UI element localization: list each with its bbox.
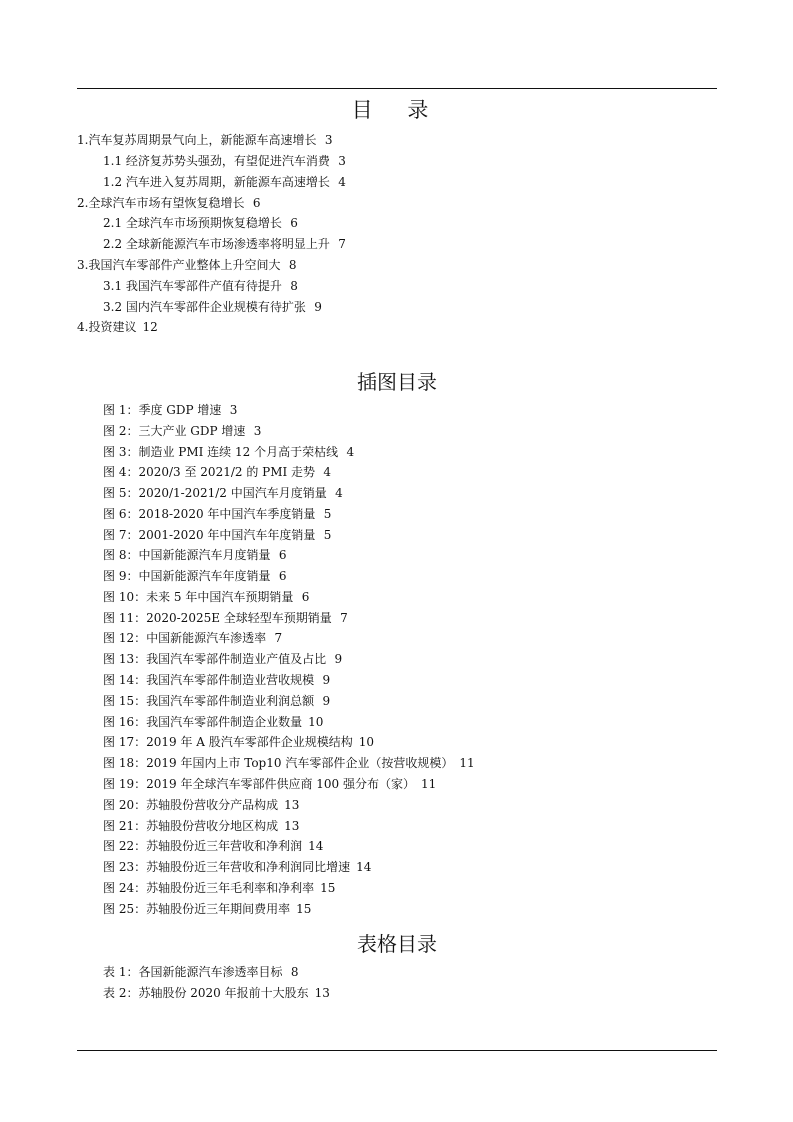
toc-entry-text: 1.2 汽车进入复苏周期，新能源车高速增长 (103, 175, 330, 189)
figure-entry-page: 14 (356, 860, 372, 874)
toc-entry-page: 3 (338, 154, 346, 168)
toc-entry-page: 8 (290, 279, 298, 293)
table-entry-text: 表 1：各国新能源汽车渗透率目标 (103, 965, 283, 979)
figure-entry-page: 15 (296, 902, 312, 916)
figure-entry-text: 图 22：苏轴股份近三年营收和净利润 (103, 839, 303, 853)
toc-entry-number: 2. (77, 196, 89, 210)
toc-entry-text: 2.2 全球新能源汽车市场渗透率将明显上升 (103, 237, 330, 251)
figure-entry-text: 图 24：苏轴股份近三年毛利率和净利率 (103, 881, 315, 895)
figure-entry-text: 图 21：苏轴股份营收分地区构成 (103, 819, 279, 833)
figure-entry-page: 10 (308, 715, 324, 729)
figure-entry-text: 图 2：三大产业 GDP 增速 (103, 424, 246, 438)
figure-entry-text: 图 16：我国汽车零部件制造企业数量 (103, 715, 303, 729)
figure-entry-text: 图 4：2020/3 至 2021/2 的 PMI 走势 (103, 465, 316, 479)
figure-entry-page: 9 (334, 652, 343, 666)
figure-entry-text: 图 20：苏轴股份营收分产品构成 (103, 798, 279, 812)
toc-entry-number: 3. (77, 258, 89, 272)
toc-entry-page: 9 (314, 300, 322, 314)
figure-entry-page: 4 (335, 486, 343, 500)
figure-entry-page: 14 (308, 839, 324, 853)
figure-entry-text: 图 17：2019 年 A 股汽车零部件企业规模结构 (103, 735, 353, 749)
figure-entry-page: 5 (323, 528, 332, 542)
figure-entry-text: 图 1：季度 GDP 增速 (103, 403, 222, 417)
figure-entry-page: 6 (278, 569, 287, 583)
toc-entry-page: 7 (338, 237, 346, 251)
table-entry-page: 13 (314, 986, 330, 1000)
toc-entry-text: 全球汽车市场有望恢复稳增长 (88, 196, 245, 210)
toc-entry-page: 6 (252, 196, 261, 210)
figure-entry-text: 图 12：中国新能源汽车渗透率 (103, 631, 267, 645)
toc-entry-page: 3 (324, 133, 333, 147)
figure-entry-text: 图 23：苏轴股份近三年营收和净利润同比增速 (103, 860, 351, 874)
figure-entry-page: 10 (358, 735, 375, 749)
figure-entry-text: 图 15：我国汽车零部件制造业利润总额 (103, 694, 315, 708)
figure-entry-text: 图 5：2020/1-2021/2 中国汽车月度销量 (103, 486, 327, 500)
figure-entry-page: 4 (346, 445, 355, 459)
figure-entry-page: 4 (323, 465, 332, 479)
figure-entry-text: 图 3：制造业 PMI 连续 12 个月高于荣枯线 (103, 445, 339, 459)
figure-entry-text: 图 19：2019 年全球汽车零部件供应商 100 强分布（家） (103, 777, 415, 791)
figure-entry-text: 图 6：2018-2020 年中国汽车季度销量 (103, 507, 316, 521)
table-list-title: 表格目录 (357, 932, 437, 956)
figure-entry-text: 图 18：2019 年国内上市 Top10 汽车零部件企业（按营收规模） (103, 756, 454, 770)
toc-entry-text: 2.1 全球汽车市场预期恢复稳增长 (103, 216, 282, 230)
toc-entry-page: 6 (290, 216, 298, 230)
figure-entry-text: 图 10：未来 5 年中国汽车预期销量 (103, 590, 294, 604)
toc-entry-page: 8 (288, 258, 297, 272)
figure-entry-text: 图 13：我国汽车零部件制造业产值及占比 (103, 652, 327, 666)
figure-entry-page: 11 (459, 756, 475, 770)
figure-entry-text: 图 8：中国新能源汽车月度销量 (103, 548, 271, 562)
toc-entry-text: 1.1 经济复苏势头强劲，有望促进汽车消费 (103, 154, 330, 168)
figure-entry-page: 7 (340, 611, 348, 625)
figure-entry-page: 13 (284, 798, 300, 812)
figure-entry-page: 15 (320, 881, 336, 895)
table-entry-text: 表 2：苏轴股份 2020 年报前十大股东 (103, 986, 309, 1000)
toc-entry-page: 12 (142, 320, 158, 334)
figure-entry-text: 图 14：我国汽车零部件制造业营收规模 (103, 673, 315, 687)
figure-entry-text: 图 9：中国新能源汽车年度销量 (103, 569, 271, 583)
toc-entry-text: 3.2 国内汽车零部件企业规模有待扩张 (103, 300, 306, 314)
figure-entry-page: 3 (253, 424, 262, 438)
bottom-rule (77, 1050, 717, 1051)
figure-entry-page: 13 (284, 819, 300, 833)
figure-entry-text: 图 25：苏轴股份近三年期间费用率 (103, 902, 291, 916)
figure-entry-page: 6 (301, 590, 310, 604)
figure-entry-page: 9 (322, 694, 331, 708)
toc-entry-number: 1. (77, 133, 89, 147)
toc-entry-text: 投资建议 (88, 320, 137, 334)
figure-entry-text: 图 11：2020-2025E 全球轻型车预期销量 (103, 611, 332, 625)
table-entry-page: 8 (290, 965, 299, 979)
toc-entry-text: 3.1 我国汽车零部件产值有待提升 (103, 279, 282, 293)
figure-list-title: 插图目录 (357, 370, 437, 394)
toc-entry-page: 4 (338, 175, 346, 189)
top-rule (77, 88, 717, 89)
figure-entry-page: 5 (323, 507, 332, 521)
figure-entry-page: 7 (274, 631, 283, 645)
toc-title: 目 录 (351, 98, 443, 122)
figure-entry-page: 11 (420, 777, 437, 791)
toc-entry-text: 我国汽车零部件产业整体上升空间大 (88, 258, 281, 272)
figure-entry-text: 图 7：2001-2020 年中国汽车年度销量 (103, 528, 316, 542)
figure-entry-page: 6 (278, 548, 287, 562)
figure-entry-page: 3 (229, 403, 238, 417)
toc-entry-number: 4. (77, 320, 89, 334)
toc-entry-text: 汽车复苏周期景气向上，新能源车高速增长 (88, 133, 317, 147)
figure-entry-page: 9 (322, 673, 331, 687)
